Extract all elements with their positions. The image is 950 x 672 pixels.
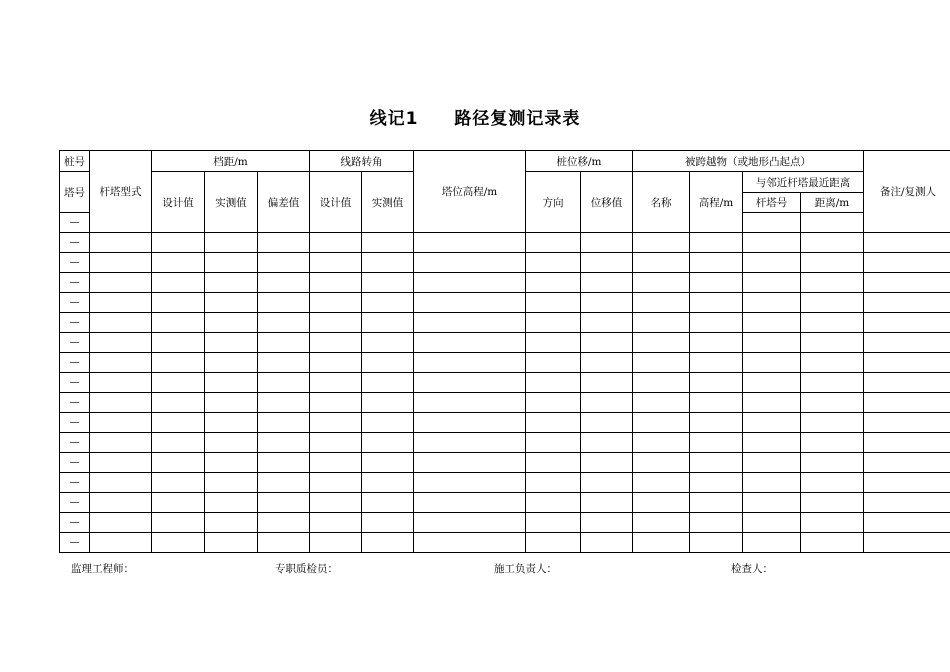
header-elevation: 高程/m (690, 172, 743, 233)
table-cell (152, 533, 205, 553)
table-cell (526, 393, 581, 413)
table-cell (310, 433, 362, 453)
table-cell (633, 313, 690, 333)
table-cell (362, 413, 414, 433)
table-cell (526, 333, 581, 353)
table-cell (743, 393, 801, 413)
row-dash: — (60, 473, 90, 493)
table-cell (310, 413, 362, 433)
table-cell (801, 353, 864, 373)
table-cell (690, 513, 743, 533)
table-cell (743, 233, 801, 253)
table-cell (258, 373, 310, 393)
table-cell (581, 493, 633, 513)
table-cell (690, 373, 743, 393)
row-dash: — (60, 253, 90, 273)
table-cell (258, 533, 310, 553)
table-cell (152, 433, 205, 453)
table-cell (152, 233, 205, 253)
table-cell (690, 393, 743, 413)
table-cell (581, 253, 633, 273)
table-cell (414, 413, 526, 433)
table-cell (310, 393, 362, 413)
table-cell (633, 393, 690, 413)
table-cell (743, 313, 801, 333)
table-cell (362, 473, 414, 493)
table-cell (581, 533, 633, 553)
table-cell (690, 453, 743, 473)
table-cell (633, 233, 690, 253)
table-cell (801, 373, 864, 393)
table-row (60, 493, 950, 513)
table-cell (152, 473, 205, 493)
header-stake-no: 桩号 (60, 151, 90, 172)
table-cell (205, 513, 258, 533)
table-cell (633, 473, 690, 493)
table-cell (152, 453, 205, 473)
table-cell (690, 313, 743, 333)
table-row (60, 533, 950, 553)
table-cell (152, 333, 205, 353)
table-cell (152, 253, 205, 273)
table-cell (205, 473, 258, 493)
table-cell (90, 353, 152, 373)
table-cell (801, 233, 864, 253)
table-cell (743, 453, 801, 473)
table-cell (864, 273, 950, 293)
table-cell (310, 253, 362, 273)
table-cell (152, 313, 205, 333)
table-cell (581, 393, 633, 413)
table-cell (205, 413, 258, 433)
table-row (60, 433, 950, 453)
header-direction: 方向 (526, 172, 581, 233)
table-cell (801, 413, 864, 433)
table-row (60, 233, 950, 253)
table-cell (633, 433, 690, 453)
table-cell (90, 333, 152, 353)
table-cell (801, 513, 864, 533)
table-cell (864, 233, 950, 253)
table-cell (205, 353, 258, 373)
table-cell (690, 253, 743, 273)
table-cell (743, 533, 801, 553)
header-pole-no: 杆塔号 (743, 193, 801, 213)
table-cell (526, 373, 581, 393)
table-cell (258, 233, 310, 253)
row-dash: — (60, 533, 90, 553)
table-cell (90, 453, 152, 473)
table-cell (258, 433, 310, 453)
table-cell (205, 313, 258, 333)
table-cell (90, 493, 152, 513)
table-cell (362, 453, 414, 473)
table-cell (581, 233, 633, 253)
supervisor-label: 监理工程师： (71, 563, 134, 575)
table-cell (801, 393, 864, 413)
table-cell (152, 353, 205, 373)
table-cell (526, 493, 581, 513)
first-row-dash: — (60, 213, 90, 233)
table-cell (801, 493, 864, 513)
table-cell (864, 433, 950, 453)
table-cell (801, 313, 864, 333)
table-row (60, 273, 950, 293)
table-cell (633, 373, 690, 393)
header-tower-elevation: 塔位高程/m (414, 151, 526, 233)
table-cell (581, 333, 633, 353)
table-cell (743, 473, 801, 493)
table-cell (690, 493, 743, 513)
table-cell (743, 273, 801, 293)
table-cell (258, 273, 310, 293)
table-cell (690, 273, 743, 293)
table-cell (690, 353, 743, 373)
table-cell (310, 273, 362, 293)
table-cell (362, 333, 414, 353)
table-cell (414, 453, 526, 473)
page-title: 线记1 路径复测记录表 (369, 109, 581, 129)
table-cell (258, 293, 310, 313)
table-cell (581, 433, 633, 453)
table-cell (310, 313, 362, 333)
table-cell (258, 473, 310, 493)
empty-cell (743, 213, 801, 233)
table-row (60, 413, 950, 433)
table-cell (90, 253, 152, 273)
table-cell (152, 293, 205, 313)
table-cell (152, 273, 205, 293)
table-cell (414, 513, 526, 533)
header-tower-type: 杆塔型式 (90, 151, 152, 233)
table-cell (864, 293, 950, 313)
table-cell (801, 253, 864, 273)
table-cell (864, 533, 950, 553)
table-cell (743, 353, 801, 373)
empty-cell (801, 213, 864, 233)
table-cell (743, 373, 801, 393)
table-cell (414, 333, 526, 353)
table-cell (864, 493, 950, 513)
table-cell (205, 233, 258, 253)
table-cell (258, 393, 310, 413)
table-cell (690, 413, 743, 433)
table-cell (690, 293, 743, 313)
table-cell (414, 393, 526, 413)
table-cell (258, 513, 310, 533)
table-cell (633, 293, 690, 313)
header-span-measured: 实测值 (205, 172, 258, 233)
table-cell (743, 293, 801, 313)
table-cell (743, 333, 801, 353)
header-angle-measured: 实测值 (362, 172, 414, 233)
table-row (60, 293, 950, 313)
table-cell (90, 313, 152, 333)
row-dash: — (60, 513, 90, 533)
checker-label: 检查人： (731, 563, 773, 575)
table-cell (633, 533, 690, 553)
table-cell (205, 293, 258, 313)
table-cell (90, 473, 152, 493)
table-cell (205, 433, 258, 453)
table-cell (526, 453, 581, 473)
table-cell (801, 453, 864, 473)
table-cell (633, 333, 690, 353)
table-cell (526, 473, 581, 493)
table-cell (633, 493, 690, 513)
table-row (60, 333, 950, 353)
table-cell (801, 533, 864, 553)
table-cell (205, 493, 258, 513)
table-cell (864, 473, 950, 493)
table-cell (205, 393, 258, 413)
table-cell (90, 433, 152, 453)
table-cell (526, 293, 581, 313)
table-row (60, 453, 950, 473)
table-cell (152, 513, 205, 533)
row-dash: — (60, 333, 90, 353)
header-angle-design: 设计值 (310, 172, 362, 233)
table-cell (310, 233, 362, 253)
row-dash: — (60, 353, 90, 373)
table-cell (581, 453, 633, 473)
table-cell (864, 333, 950, 353)
table-cell (633, 413, 690, 433)
table-cell (801, 293, 864, 313)
table-cell (581, 513, 633, 533)
table-cell (633, 353, 690, 373)
header-crossed-objects: 被跨越物（或地形凸起点） (633, 151, 864, 172)
table-cell (864, 373, 950, 393)
table-cell (310, 533, 362, 553)
table-cell (864, 413, 950, 433)
table-cell (581, 313, 633, 333)
table-cell (801, 433, 864, 453)
row-dash: — (60, 293, 90, 313)
table-cell (362, 533, 414, 553)
table-cell (690, 233, 743, 253)
table-cell (526, 533, 581, 553)
table-cell (414, 433, 526, 453)
table-cell (258, 253, 310, 273)
header-remarks: 备注/复测人 (864, 151, 950, 233)
table-cell (581, 353, 633, 373)
table-cell (310, 293, 362, 313)
table-cell (526, 353, 581, 373)
header-stake-offset: 桩位移/m (526, 151, 633, 172)
table-cell (310, 373, 362, 393)
row-dash: — (60, 413, 90, 433)
table-cell (864, 313, 950, 333)
table-cell (362, 493, 414, 513)
header-line-angle: 线路转角 (310, 151, 414, 172)
table-cell (310, 473, 362, 493)
header-offset-value: 位移值 (581, 172, 633, 233)
table-cell (414, 293, 526, 313)
table-cell (90, 233, 152, 253)
table-cell (90, 513, 152, 533)
table-cell (258, 453, 310, 473)
quality-inspector-label: 专职质检员： (275, 563, 338, 575)
table-cell (414, 473, 526, 493)
table-cell (801, 333, 864, 353)
table-cell (414, 273, 526, 293)
table-row (60, 473, 950, 493)
table-cell (414, 353, 526, 373)
header-distance: 距离/m (801, 193, 864, 213)
table-cell (526, 433, 581, 453)
table-cell (258, 493, 310, 513)
table-cell (362, 353, 414, 373)
signature-footer (0, 561, 950, 577)
row-dash: — (60, 373, 90, 393)
table-cell (414, 253, 526, 273)
table-cell (90, 533, 152, 553)
header-span-deviation: 偏差值 (258, 172, 310, 233)
table-cell (362, 373, 414, 393)
table-cell (362, 293, 414, 313)
table-cell (414, 313, 526, 333)
table-cell (690, 333, 743, 353)
table-cell (581, 293, 633, 313)
table-cell (310, 493, 362, 513)
table-cell (526, 413, 581, 433)
table-cell (581, 413, 633, 433)
table-cell (90, 393, 152, 413)
table-cell (90, 293, 152, 313)
table-cell (362, 433, 414, 453)
row-dash: — (60, 273, 90, 293)
table-cell (864, 453, 950, 473)
table-cell (801, 473, 864, 493)
table-cell (90, 273, 152, 293)
table-cell (414, 233, 526, 253)
table-cell (90, 373, 152, 393)
table-cell (310, 513, 362, 533)
table-row (60, 373, 950, 393)
table-cell (152, 413, 205, 433)
table-cell (526, 273, 581, 293)
table-cell (690, 533, 743, 553)
table-cell (362, 393, 414, 413)
table-cell (864, 513, 950, 533)
table-row (60, 313, 950, 333)
table-cell (362, 253, 414, 273)
table-cell (205, 333, 258, 353)
table-row (60, 513, 950, 533)
table-cell (743, 413, 801, 433)
table-row (60, 393, 950, 413)
table-cell (362, 273, 414, 293)
table-cell (362, 233, 414, 253)
table-cell (152, 393, 205, 413)
header-nearest-distance: 与邻近杆塔最近距离 (743, 172, 864, 193)
table-cell (310, 353, 362, 373)
survey-record-table (59, 150, 950, 553)
table-cell (90, 413, 152, 433)
table-cell (414, 533, 526, 553)
table-cell (864, 353, 950, 373)
table-cell (690, 473, 743, 493)
table-cell (362, 513, 414, 533)
header-name: 名称 (633, 172, 690, 233)
table-cell (205, 533, 258, 553)
table-cell (743, 253, 801, 273)
table-row (60, 253, 950, 273)
table-cell (581, 473, 633, 493)
table-cell (258, 353, 310, 373)
table-cell (205, 253, 258, 273)
table-cell (690, 433, 743, 453)
table-cell (633, 453, 690, 473)
table-cell (414, 373, 526, 393)
table-cell (633, 253, 690, 273)
table-cell (633, 513, 690, 533)
table-cell (362, 313, 414, 333)
table-cell (258, 413, 310, 433)
table-cell (526, 253, 581, 273)
row-dash: — (60, 313, 90, 333)
table-cell (743, 433, 801, 453)
table-cell (414, 493, 526, 513)
table-cell (526, 313, 581, 333)
table-cell (205, 453, 258, 473)
table-cell (258, 313, 310, 333)
row-dash: — (60, 393, 90, 413)
table-cell (864, 253, 950, 273)
header-row-1 (60, 151, 950, 172)
table-cell (310, 333, 362, 353)
header-tower-no: 塔号 (60, 172, 90, 213)
row-dash: — (60, 453, 90, 473)
table-cell (310, 453, 362, 473)
table-cell (743, 513, 801, 533)
table-cell (801, 273, 864, 293)
table-cell (205, 273, 258, 293)
table-row (60, 353, 950, 373)
table-cell (633, 273, 690, 293)
table-cell (864, 393, 950, 413)
header-span: 档距/m (152, 151, 310, 172)
table-cell (743, 493, 801, 513)
table-cell (526, 233, 581, 253)
construction-lead-label: 施工负责人： (494, 563, 557, 575)
table-cell (581, 373, 633, 393)
row-dash: — (60, 493, 90, 513)
table-cell (152, 373, 205, 393)
table-cell (581, 273, 633, 293)
header-span-design: 设计值 (152, 172, 205, 233)
table-cell (152, 493, 205, 513)
table-cell (205, 373, 258, 393)
table-cell (258, 333, 310, 353)
table-cell (526, 513, 581, 533)
row-dash: — (60, 433, 90, 453)
row-dash: — (60, 233, 90, 253)
